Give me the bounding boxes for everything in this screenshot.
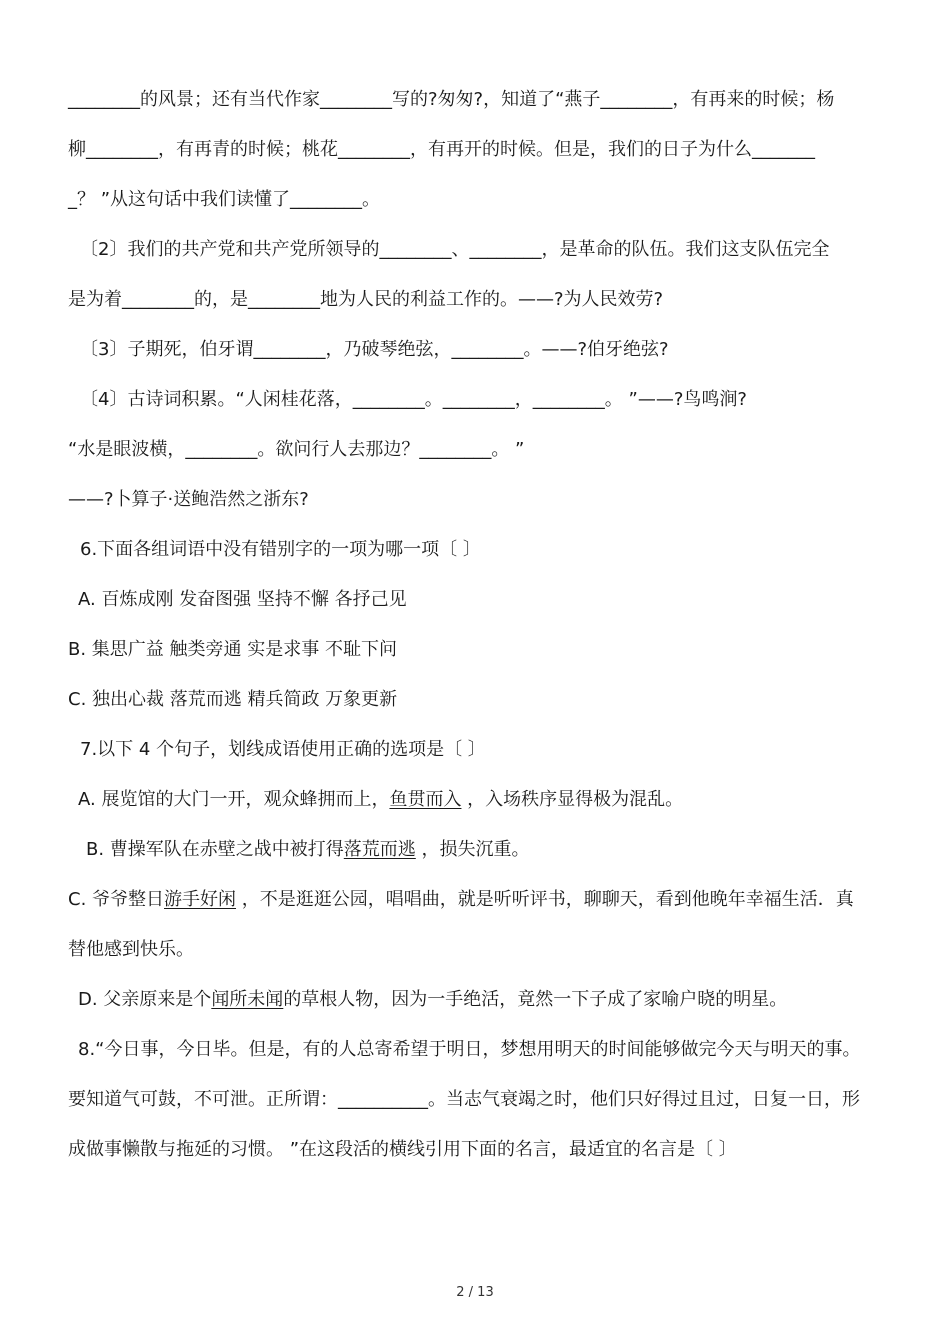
q7-option-c-cont: 替他感到快乐。 — [68, 939, 194, 960]
page-number: 2 / 13 — [456, 1285, 494, 1300]
q7-option-c — [68, 888, 888, 912]
text-line: 〔3〕子期死，伯牙谓________，乃破琴绝弦，________。——?伯牙绝弦? — [80, 339, 669, 360]
text-line: 柳________，有再青的时候；桃花________，有再开的时候。但是，我们的日子为什么_______ — [68, 139, 815, 160]
text-line: 是为着________的，是________地为人民的利益工作的。——?为人民效劳? — [68, 289, 664, 310]
underlined-idiom: 闻所未闻 — [211, 989, 284, 1010]
underlined-idiom: 游手好闲 — [164, 889, 237, 910]
text: ，损失沉重。 — [415, 839, 530, 860]
text: 的草根人物，因为一手绝活，竟然一下子成了家喻户晓的明星。 — [283, 989, 788, 1010]
text: A. 展览馆的大门一开，观众蜂拥而上， — [78, 789, 390, 810]
q7-option-b — [86, 838, 906, 862]
underlined-idiom: 落荒而逃 — [343, 839, 416, 860]
q7-option-d — [78, 988, 898, 1012]
text-line: ——?卜算子·送鲍浩然之浙东? — [68, 489, 309, 510]
text: D. 父亲原来是个 — [78, 989, 212, 1010]
option-c: C. 独出心裁 落荒而逃 精兵简政 万象更新 — [68, 689, 398, 710]
option-a: A. 百炼成刚 发奋图强 坚持不懈 各抒己见 — [78, 589, 407, 610]
text-line: 〔2〕我们的共产党和共产党所领导的________、________，是革命的队伍。我们这支队伍完全 — [80, 239, 830, 260]
text-line: ________的风景；还有当代作家________写的?匆匆?，知道了“燕子________，有再来的时候；杨 — [68, 89, 835, 110]
text: B. 曹操军队在赤壁之战中被打得 — [86, 839, 344, 860]
question-8: 8.“今日事，今日毕。但是，有的人总寄希望于明日，梦想用明天的时间能够做完今天与明天的事。 — [78, 1039, 861, 1060]
text-line: 〔4〕古诗词积累。“人闲桂花落，________。________，________。 ”——?鸟鸣涧? — [80, 389, 747, 410]
question-6: 6.下面各组词语中没有错别字的一项为哪一项〔 〕 — [80, 539, 481, 560]
underlined-idiom: 鱼贯而入 — [389, 789, 462, 810]
question-7: 7.以下 4 个句子，划线成语使用正确的选项是〔 〕 — [80, 739, 486, 760]
text: ，不是逛逛公园，唱唱曲，就是听听评书，聊聊天，看到他晚年幸福生活．真 — [236, 889, 854, 910]
question-8-line: 成做事懒散与拖延的习惯。 ”在这段活的横线引用下面的名言，最适宜的名言是〔 〕 — [68, 1139, 737, 1160]
q7-option-a — [78, 788, 898, 812]
text: C. 爷爷整日 — [68, 889, 165, 910]
text-line: _？ ”从这句话中我们读懂了________。 — [68, 189, 381, 210]
option-b: B. 集思广益 触类旁通 实是求事 不耻下问 — [68, 639, 397, 660]
text-line: “水是眼波横，________。欲问行人去那边？________。 ” — [68, 439, 525, 460]
question-8-line: 要知道气可鼓，不可泄。正所谓：__________。当志气衰竭之时，他们只好得过且过，日复一日，形 — [68, 1089, 860, 1110]
text: ，入场秩序显得极为混乱。 — [461, 789, 684, 810]
